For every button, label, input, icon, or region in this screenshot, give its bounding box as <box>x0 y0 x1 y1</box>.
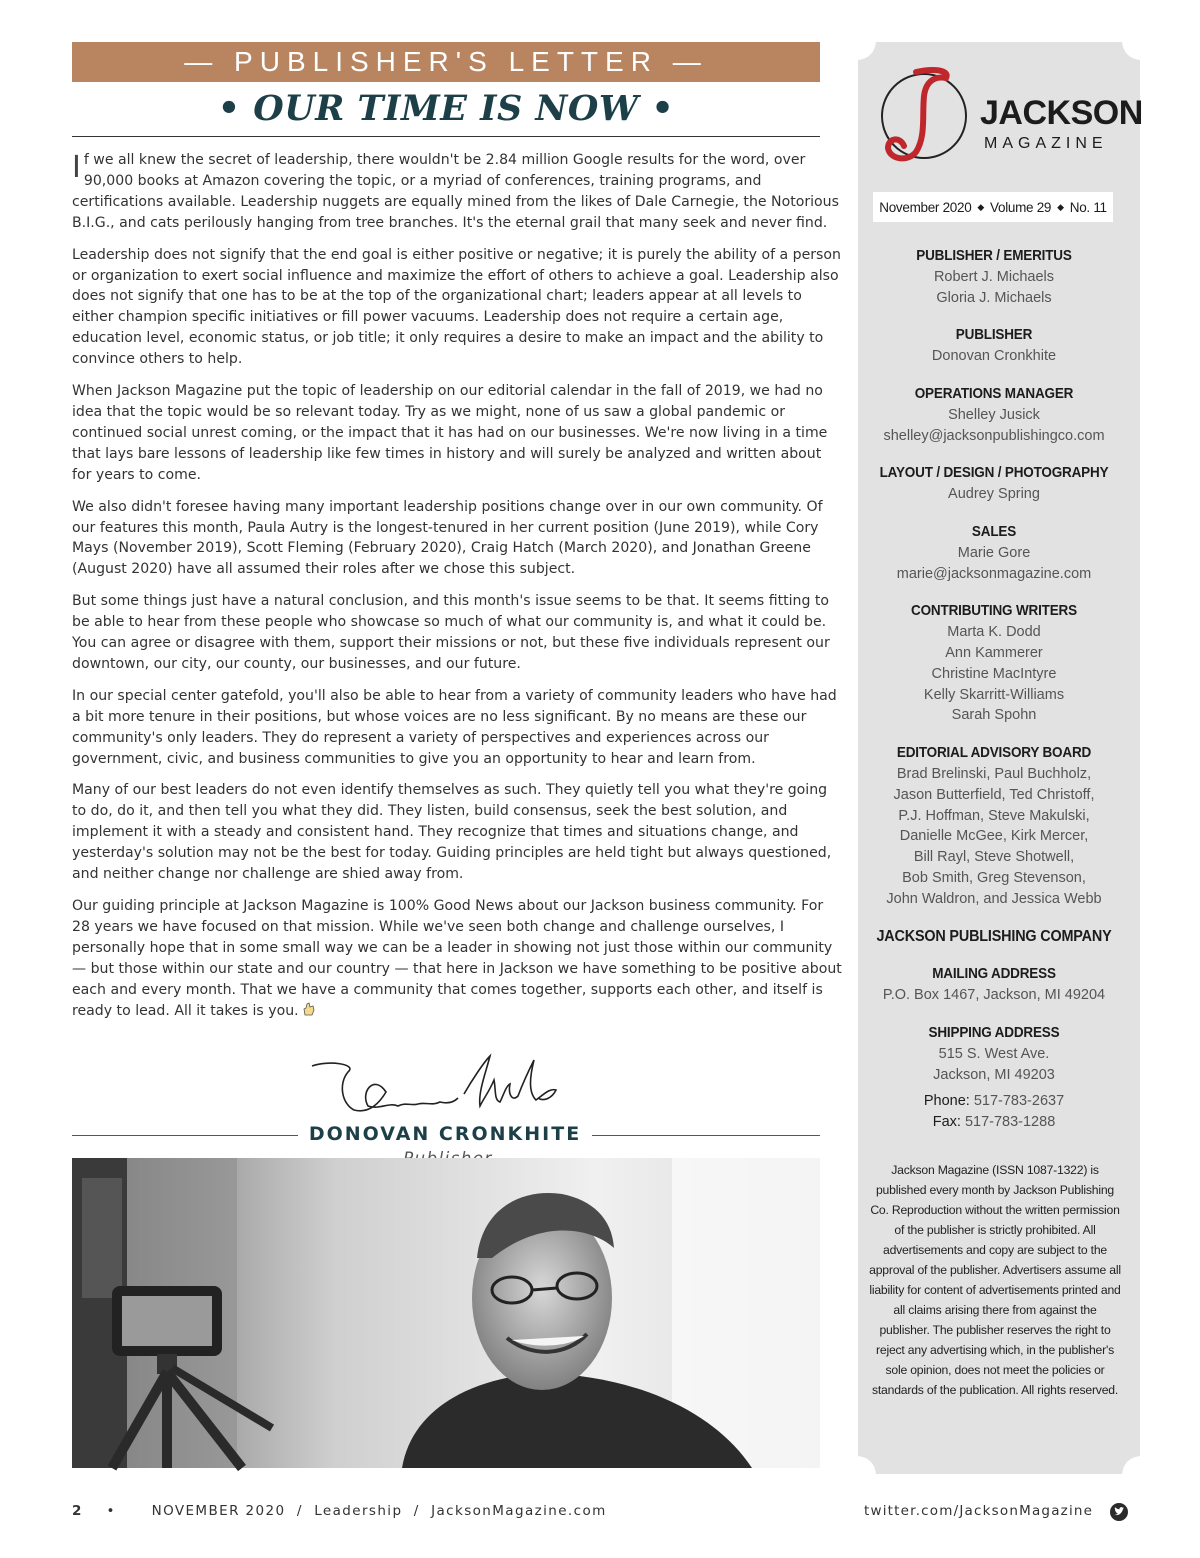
section-title: PUBLISHER / EMERITUS <box>916 247 1072 264</box>
article-paragraph-4: We also didn't foresee having many important leadership positions change over in our own community. Of our features this month, Paula Autry is the longest-tenured in her current position (June 2019), while Cory Mays (November 2019), Scott Fleming (February 2020), Craig Hatch (March 2020), and Jonathan Greene (August 2020) have all assumed their roles after we chose this subject. <box>72 498 823 578</box>
legal-fine-print: Jackson Magazine (ISSN 1087-1322) is published every month by Jackson Publishing Co. Reproduction without the written permission of the publisher is strictly prohibited. All advertisements and copy are subject to the approval of the publisher. Advertisers assume all liability for content of advertisements printed and all claims arising there from against the publisher. The publisher reserves the right to reject any advertising which, in the publisher's sole opinion, does not meet the policies or standards of the publication. All rights reserved. <box>869 1163 1121 1397</box>
signature-rule-right <box>592 1135 820 1136</box>
phone-number: 517-783-2637 <box>973 1093 1065 1110</box>
masthead-line: John Waldron, and Jessica Webb <box>886 890 1102 907</box>
twitter-icon[interactable] <box>1110 1503 1128 1521</box>
author-photo <box>72 1158 820 1468</box>
phone-label: Phone: <box>923 1093 970 1110</box>
masthead-line: Marta K. Dodd <box>947 624 1041 641</box>
masthead-line: Ann Kammerer <box>945 644 1043 661</box>
masthead-section <box>858 246 1130 308</box>
headline-divider <box>72 136 820 137</box>
masthead-line: Kelly Skarritt-Williams <box>923 686 1065 703</box>
footer-issue-text: NOVEMBER 2020 / Leadership / JacksonMagazine.com <box>151 1503 607 1519</box>
masthead-line: Robert J. Michaels <box>933 268 1055 285</box>
masthead-line: Jason Butterfield, Ted Christoff, <box>893 786 1095 803</box>
footer-bullet: • <box>106 1503 116 1519</box>
masthead-section <box>858 743 1130 909</box>
masthead-line: P.O. Box 1467, Jackson, MI 49204 <box>882 987 1106 1004</box>
masthead-line: Gloria J. Michaels <box>936 289 1052 306</box>
article-body <box>72 150 842 1032</box>
masthead-section <box>858 927 1130 948</box>
phone-line <box>858 1091 1130 1112</box>
section-title: OPERATIONS MANAGER <box>914 384 1074 402</box>
article-paragraph-3: When Jackson Magazine put the topic of leadership on our editorial calendar in the fall of 2019, we had no idea that the topic would be so relevant today. Try as we might, none of us saw a global pandemic or continued social unrest coming, or the impact that it has had on our businesses. We're now living in a time that lays bare lessons of leadership like few times in history and will surely be analyzed and written about for years to come. <box>72 383 828 483</box>
section-title: SHIPPING ADDRESS <box>928 1023 1060 1041</box>
footer-left <box>72 1503 607 1519</box>
diamond-icon: ◆ <box>977 201 985 212</box>
banner-text: — PUBLISHER'S LETTER — <box>184 46 708 77</box>
signature-rule-left <box>72 1135 298 1136</box>
hand-icon <box>301 1001 317 1017</box>
masthead-sidebar <box>858 42 1143 1474</box>
masthead-section <box>858 522 1130 584</box>
company-name: JACKSON PUBLISHING COMPANY <box>876 927 1112 945</box>
section-title: LAYOUT / DESIGN / PHOTOGRAPHY <box>879 464 1109 482</box>
masthead-list <box>858 246 1130 1133</box>
masthead-section <box>858 601 1130 726</box>
masthead-section <box>858 1023 1130 1085</box>
masthead-line: Brad Brelinski, Paul Buchholz, <box>896 765 1092 782</box>
email-link[interactable]: marie@jacksonmagazine.com <box>896 565 1092 582</box>
masthead-line: Shelley Jusick <box>948 406 1040 423</box>
jackson-magazine-logo <box>876 66 1143 166</box>
fax-label: Fax: <box>932 1114 961 1131</box>
author-name: DONOVAN CRONKHITE <box>308 1123 582 1145</box>
masthead-line: Danielle McGee, Kirk Mercer, <box>899 828 1089 845</box>
article-paragraph-1: If we all knew the secret of leadership, there wouldn't be 2.84 million Google results for the word, over 90,000 books at Amazon covering the topic, or a myriad of conferences, training programs, and certifications available. Leadership nuggets are equally mined from the likes of Dale Carnegie, the Notorious B.I.G., and cats perilously hanging from tree branches. It's the eternal grail that many seek and never find. <box>72 150 839 231</box>
article-paragraph-2: Leadership does not signify that the end goal is either positive or negative; it is purely the ability of a person or organization to exert social influence and maximize the effort of others to achieve a goal. Leadership also does not signify that one has to be at the top of the organizational chart; leaders appear at all levels to either champion specific initiatives or fill power vacuums. Leadership does not require a certain age, education level, economic status, or job title; it only requires a desire to make an impact and the ability to convince others to help. <box>72 246 841 368</box>
article-paragraph-8 <box>72 896 842 1021</box>
issue-month: November 2020 <box>879 199 972 215</box>
issue-info <box>873 192 1113 222</box>
signature-image <box>308 1050 564 1124</box>
article-paragraph-6: In our special center gatefold, you'll also be able to hear from a variety of community leaders who have had a bit more tenure in their positions, but whose voices are no less significant. By no means are these our community's only leaders. They do represent a variety of perspectives and experiences across our government, civic, and business communities to give you an opportunity to hear and learn from. <box>72 687 837 767</box>
section-title: EDITORIAL ADVISORY BOARD <box>896 744 1092 762</box>
logo-word: JACKSON <box>980 94 1143 132</box>
article-paragraph-7: Many of our best leaders do not even identify themselves as such. They quietly tell you what they're going to do, do it, and then tell you what they did. They listen, build consensus, seek the best solution, and implement it with a steady and consistent hand. They recognize that times and situations change, and yesterday's solution may not be the best for today. Guiding principles are held tight but always questioned, and neither change nor challenge are shied away from. <box>72 782 832 883</box>
masthead-section <box>858 384 1130 446</box>
page-number: 2 <box>72 1503 83 1519</box>
article-paragraph-8-text: Our guiding principle at Jackson Magazine is 100% Good News about our Jackson business community. For 28 years we have focused on that mission. While we've seen both change and challenge ourselves, I personally hope that in some small way we can be a leader in showing not just those within our community — but those within our state and our country — that here in Jackson we have something to be positive about each and every month. That we have a community that comes together, supports each other, and itself is ready to lead. All it takes is you. <box>72 898 842 1019</box>
diamond-icon: ◆ <box>1057 201 1064 212</box>
page-headline: • OUR TIME IS NOW • <box>217 88 675 129</box>
logo-sub: MAGAZINE <box>984 135 1108 152</box>
section-title: CONTRIBUTING WRITERS <box>911 602 1077 620</box>
masthead-section <box>858 463 1130 505</box>
twitter-link[interactable]: twitter.com/JacksonMagazine <box>864 1503 1094 1519</box>
masthead-section <box>858 964 1130 1006</box>
masthead-line: Bill Rayl, Steve Shotwell, <box>913 849 1075 866</box>
masthead-line: P.J. Hoffman, Steve Makulski, <box>898 807 1090 824</box>
article-paragraph-5: But some things just have a natural conclusion, and this month's issue seems to be that. It seems fitting to be able to hear from these people who showcase so much of what our community is, and what it could be. You can agree or disagree with them, support their missions or not, but these five individuals represent our downtown, our city, our county, our businesses, and our future. <box>72 593 830 672</box>
fax-line <box>858 1112 1130 1133</box>
section-banner <box>72 42 820 82</box>
masthead-line: Donovan Cronkhite <box>931 348 1057 365</box>
masthead-line: Jackson, MI 49203 <box>933 1066 1055 1083</box>
masthead-line: Sarah Spohn <box>951 707 1037 724</box>
fax-number: 517-783-1288 <box>964 1114 1056 1131</box>
issue-volume: Volume 29 <box>990 199 1052 215</box>
masthead-line: Bob Smith, Greg Stevenson, <box>902 869 1086 886</box>
email-link[interactable]: shelley@jacksonpublishingco.com <box>883 427 1105 444</box>
issue-number: No. 11 <box>1069 199 1107 215</box>
section-title: SALES <box>971 522 1017 540</box>
masthead-line: Marie Gore <box>957 544 1031 561</box>
masthead-line: Audrey Spring <box>948 486 1040 503</box>
masthead-line: Christine MacIntyre <box>931 665 1057 682</box>
masthead-section <box>858 325 1130 367</box>
section-title: MAILING ADDRESS <box>932 965 1056 983</box>
masthead-line: 515 S. West Ave. <box>938 1045 1050 1062</box>
section-title: PUBLISHER <box>955 326 1033 344</box>
